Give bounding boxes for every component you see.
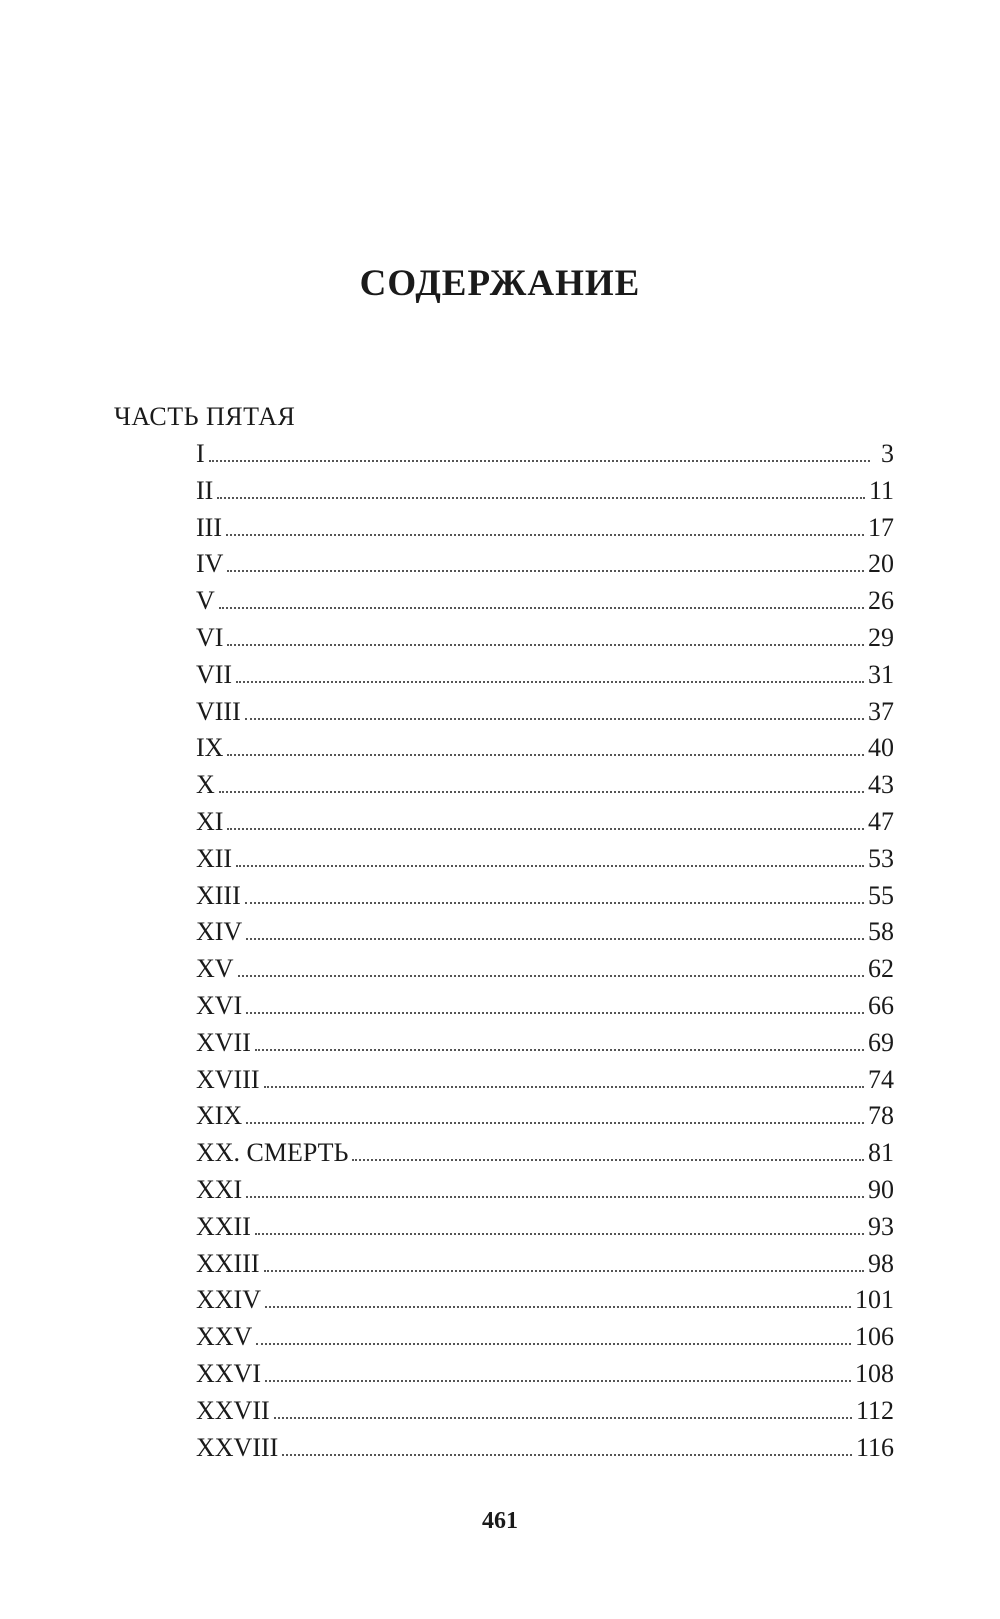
part-heading: ЧАСТЬ ПЯТАЯ xyxy=(114,402,296,431)
toc-entry[interactable] xyxy=(196,1172,894,1209)
toc-entry[interactable] xyxy=(196,436,894,473)
toc-entry[interactable] xyxy=(196,1319,894,1356)
toc-entry-label: XVIII xyxy=(196,1064,260,1094)
toc-entry-page: 53 xyxy=(868,843,894,873)
dot-leader xyxy=(226,533,864,536)
toc-entry-label: XV xyxy=(196,954,234,984)
toc-entry-label: XXIII xyxy=(196,1248,260,1278)
toc-entry-label: XXI xyxy=(196,1174,243,1204)
toc-entry[interactable] xyxy=(196,620,894,657)
dot-leader xyxy=(238,974,864,977)
dot-leader xyxy=(265,1305,851,1308)
toc-entry-page: 74 xyxy=(868,1064,894,1094)
toc-entry-label: IX xyxy=(196,733,224,763)
toc-entry-page: 17 xyxy=(868,512,894,542)
toc-entry[interactable] xyxy=(196,1393,894,1430)
toc-entry[interactable] xyxy=(196,1246,894,1283)
toc-entry-label: XXIV xyxy=(196,1285,261,1315)
toc-entry[interactable] xyxy=(196,988,894,1025)
toc-entry-page: 40 xyxy=(868,733,894,763)
toc-entry-label: XXVIII xyxy=(196,1432,279,1462)
toc-entry-page: 31 xyxy=(868,659,894,689)
page-number: 461 xyxy=(482,1508,518,1534)
toc-entry-label: X xyxy=(196,770,215,800)
toc-entry-label: XII xyxy=(196,843,233,873)
toc-entry[interactable] xyxy=(196,841,894,878)
dot-leader xyxy=(227,569,864,572)
toc-entry[interactable] xyxy=(196,730,894,767)
toc-entry[interactable] xyxy=(196,767,894,804)
dot-leader xyxy=(256,1342,851,1345)
toc-entry-label: XXV xyxy=(196,1322,253,1352)
toc-entry[interactable] xyxy=(196,657,894,694)
dot-leader xyxy=(246,1011,864,1014)
dot-leader xyxy=(227,827,864,830)
dot-leader xyxy=(209,459,870,462)
dot-leader xyxy=(255,1232,864,1235)
toc-entry-page: 78 xyxy=(868,1101,894,1131)
toc-entry-page: 58 xyxy=(868,917,894,947)
toc-entry-label: II xyxy=(196,475,214,505)
toc-entry-page: 112 xyxy=(855,1395,894,1425)
dot-leader xyxy=(282,1453,852,1456)
toc-entry-label: XXII xyxy=(196,1211,251,1241)
toc-entry-label: XIII xyxy=(196,880,241,910)
toc-entry-page: 69 xyxy=(868,1027,894,1057)
toc-entry-page: 37 xyxy=(868,696,894,726)
toc-entry-page: 116 xyxy=(855,1432,894,1462)
toc-entry[interactable] xyxy=(196,694,894,731)
dot-leader xyxy=(352,1158,864,1161)
toc-entry-label: VIII xyxy=(196,696,241,726)
toc-entry[interactable] xyxy=(196,804,894,841)
toc-entry[interactable] xyxy=(196,510,894,547)
toc-entry-page: 106 xyxy=(855,1322,894,1352)
dot-leader xyxy=(219,606,864,609)
toc-entry[interactable] xyxy=(196,473,894,510)
toc-entry-label: XXVII xyxy=(196,1395,270,1425)
dot-leader xyxy=(264,1085,864,1088)
dot-leader xyxy=(274,1416,852,1419)
toc-entry-label: XX. СМЕРТЬ xyxy=(196,1138,349,1168)
dot-leader xyxy=(265,1379,851,1382)
toc-list xyxy=(196,436,894,1466)
toc-entry-page: 47 xyxy=(868,806,894,836)
toc-entry-page: 29 xyxy=(868,622,894,652)
dot-leader xyxy=(264,1269,864,1272)
toc-entry-label: I xyxy=(196,439,205,468)
toc-entry-page: 90 xyxy=(868,1174,894,1204)
toc-entry-label: XVII xyxy=(196,1027,251,1057)
toc-entry-label: XXVI xyxy=(196,1358,261,1388)
dot-leader xyxy=(255,1048,864,1051)
toc-entry[interactable] xyxy=(196,878,894,915)
toc-entry[interactable] xyxy=(196,1025,894,1062)
dot-leader xyxy=(236,680,864,683)
dot-leader xyxy=(236,864,864,867)
toc-entry-label: XI xyxy=(196,806,224,836)
dot-leader xyxy=(245,901,864,904)
toc-entry-label: XVI xyxy=(196,990,243,1020)
dot-leader xyxy=(227,643,864,646)
dot-leader xyxy=(246,937,864,940)
toc-entry-page: 55 xyxy=(868,880,894,910)
toc-entry-page: 3 xyxy=(881,439,894,468)
toc-entry-page: 66 xyxy=(868,990,894,1020)
toc-entry[interactable] xyxy=(196,546,894,583)
toc-entry-label: V xyxy=(196,586,215,616)
toc-entry-page: 98 xyxy=(868,1248,894,1278)
toc-entry-label: VII xyxy=(196,659,233,689)
toc-entry[interactable] xyxy=(196,1098,894,1135)
toc-entry-label: IV xyxy=(196,549,224,579)
dot-leader xyxy=(246,1121,864,1124)
toc-entry-label: XIX xyxy=(196,1101,243,1131)
toc-entry[interactable] xyxy=(196,1356,894,1393)
dot-leader xyxy=(219,790,864,793)
toc-entry-label: III xyxy=(196,512,222,542)
dot-leader xyxy=(217,496,865,499)
toc-entry-page: 81 xyxy=(868,1138,894,1168)
toc-entry-page: 26 xyxy=(868,586,894,616)
dot-leader xyxy=(245,717,864,720)
toc-entry[interactable] xyxy=(196,951,894,988)
toc-entry[interactable] xyxy=(196,1430,894,1467)
toc-entry-page: 20 xyxy=(868,549,894,579)
toc-entry-label: VI xyxy=(196,622,224,652)
toc-entry-page: 11 xyxy=(868,475,894,505)
toc-entry[interactable] xyxy=(196,1062,894,1099)
toc-entry-page: 93 xyxy=(868,1211,894,1241)
toc-entry[interactable] xyxy=(196,583,894,620)
toc-entry-page: 108 xyxy=(855,1358,894,1388)
dot-leader xyxy=(246,1195,864,1198)
toc-entry[interactable] xyxy=(196,1135,894,1172)
toc-entry-page: 101 xyxy=(855,1285,894,1315)
dot-leader xyxy=(227,753,864,756)
toc-entry[interactable] xyxy=(196,1282,894,1319)
toc-entry[interactable] xyxy=(196,914,894,951)
page-title: СОДЕРЖАНИЕ xyxy=(359,263,641,304)
toc-entry[interactable] xyxy=(196,1209,894,1246)
toc-entry-page: 62 xyxy=(868,954,894,984)
toc-entry-label: XIV xyxy=(196,917,243,947)
toc-entry-page: 43 xyxy=(868,770,894,800)
